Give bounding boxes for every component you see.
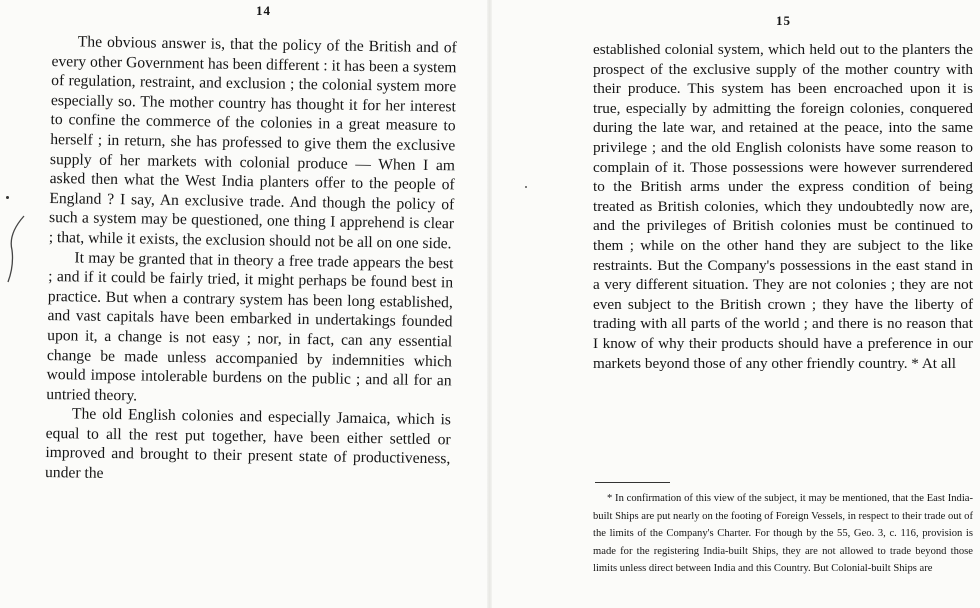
paragraph: The obvious answer is, that the policy of the British and of every other Government has been different : it has been a system of regulation, restraint, and exclusion ; the colonial system more especially so. The mother country has thought it for her interest to confine the commerce of the colonies in a great measure to herself ; in return, she has professed to give them the exclusive supply of her markets with colonial produce — When I am asked then what the West India planters offer to the people of England ? I say, An exclusive trade. And though the policy of such a system may be questioned, one thing I apprehend is clear ; that, while it exists, the exclusion should not be all on one side. <box>48 33 457 253</box>
paragraph: It may be granted that in theory a free trade appears the best ; and if it could be fairly tried, it might perhaps be found best in practice. But when a contrary system has been long established, and vast capitals have been embarked in undertakings founded upon it, a change is not easy ; nor, in fact, can any essential change be made unless accompanied by indemnities which would impose intolerable burdens on the public ; and all for an untried theory. <box>46 248 454 405</box>
left-page-body <box>45 32 457 489</box>
paragraph: established colonial system, which held out to the planters the prospect of the exclusive supply of the mother country with their produce. This system has been encroached upon it is true, especially by admitting the foreign colonies, conquered during the late war, and retained at the peace, into the same privilege ; and the old English colonists have some reason to complain of it. Those possessions were however surrendered to the British arms under the express condition of being treated as British colonies, which they undoubtedly now are, and the privileges of British colonies must be continued to them ; while on the other hand they are subject to the like restraints. But the Company's possessions in the east stand in a very different situation. They are not colonies ; they are not even subject to the British crown ; they have the liberty of trading with all parts of the world ; and there is no reason that I know of why their products should have a preference in our markets beyond those of any other friendly country. * At all <box>593 41 973 372</box>
page-number-left: 14 <box>256 3 271 18</box>
page-number-right: 15 <box>776 13 791 28</box>
footnote-rule <box>595 482 670 483</box>
paragraph: The old English colonies and especially Jamaica, which is equal to all the rest put together, have been either settled or improved and brought to their present state of productiveness, under the <box>44 405 452 482</box>
margin-dot-mark <box>6 196 9 199</box>
footnote <box>593 490 973 578</box>
margin-dot-mark <box>525 186 527 188</box>
margin-pencil-mark <box>0 214 30 284</box>
right-page <box>490 0 980 608</box>
right-page-body <box>593 40 973 373</box>
footnote-text: * In confirmation of this view of the subject, it may be mentioned, that the East India-built Ships are put nearly on the footing of Foreign Vessels, in respect to their trade out of the limits of the Company's Charter. For though by the 55, Geo. 3, c. 116, provision is made for the registering India-built Ships, they are not allowed to trade beyond those limits unless direct between India and this Country. But Colonial-built Ships are <box>593 493 973 575</box>
